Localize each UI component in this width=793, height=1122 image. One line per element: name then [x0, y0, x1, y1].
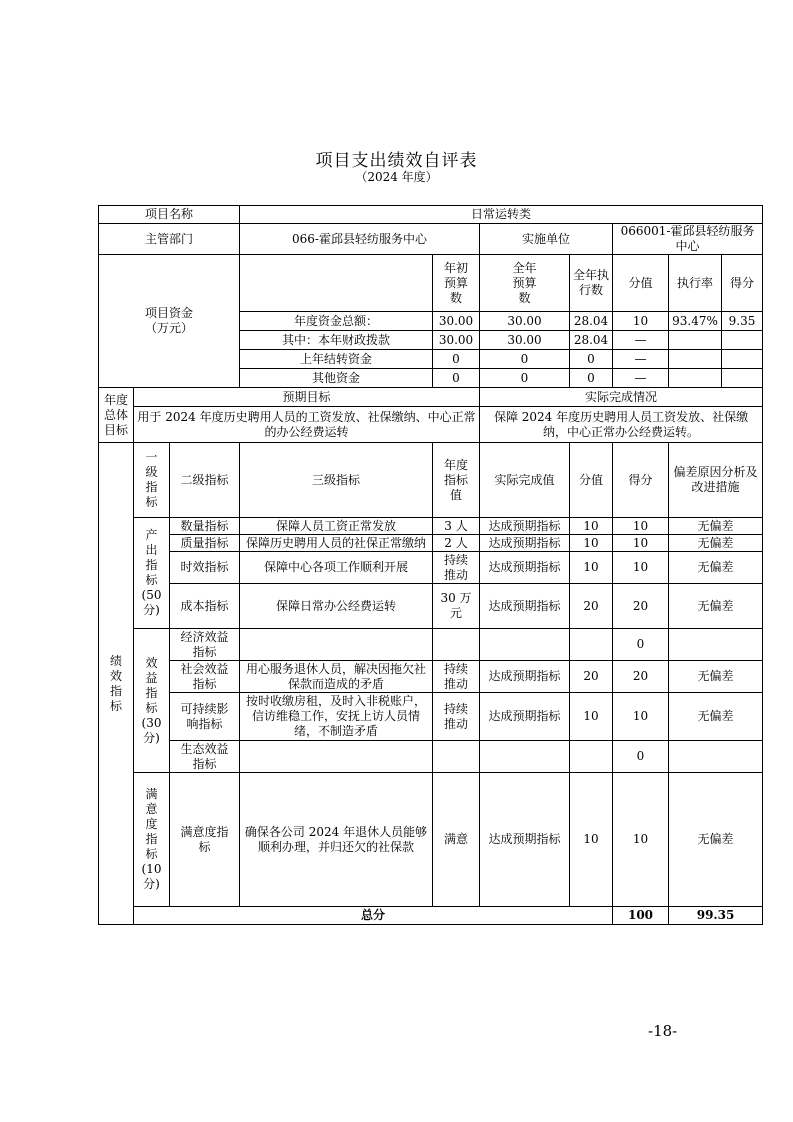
level2-cell: 质量指标: [170, 535, 240, 552]
actual-cell: 达成预期指标: [480, 535, 570, 552]
funds-row-annual: 30.00: [480, 331, 570, 350]
funds-row-score-value: —: [613, 350, 669, 369]
level2-cell: 可持续影 响指标: [170, 693, 240, 741]
actual-cell: 达成预期指标: [480, 584, 570, 629]
score-value-cell: 20: [570, 584, 613, 629]
funds-row-initial: 0: [433, 369, 480, 388]
funds-header-score: 得分: [730, 275, 755, 290]
funds-row-initial: 0: [433, 350, 480, 369]
funds-row-executed: 0: [570, 369, 613, 388]
level3-header: 三级指标: [240, 443, 433, 518]
level2-cell: 时效指标: [170, 552, 240, 584]
satisfaction-indicators-label: 满 意 度 指 标 (10 分): [134, 773, 170, 907]
funds-row-label: 其中：本年财政拨款: [240, 331, 433, 350]
project-name-label: 项目名称: [99, 206, 240, 224]
expected-goal-label: 预期目标: [134, 388, 480, 407]
target-cell: [433, 629, 480, 661]
funds-row-executed: 0: [570, 350, 613, 369]
score-cell: 10: [613, 535, 669, 552]
total-score-value: 100: [613, 907, 669, 925]
score-value-cell: [570, 629, 613, 661]
score-value-cell: [570, 741, 613, 773]
level3-cell: 保障中心各项工作顺利开展: [240, 552, 433, 584]
target-header: 年度 指标 值: [433, 443, 480, 518]
funds-row-score-value: 10: [613, 312, 669, 331]
funds-row-executed: 28.04: [570, 331, 613, 350]
benefit-indicators-label: 效 益 指 标 (30 分): [134, 629, 170, 773]
target-cell: 30 万 元: [433, 584, 480, 629]
indicator-row: [99, 661, 763, 693]
annual-goal-label: 年度总体目标: [99, 388, 134, 443]
actual-cell: [480, 629, 570, 661]
target-cell: 持续 推动: [433, 552, 480, 584]
score-cell: 0: [613, 741, 669, 773]
level3-cell: [240, 741, 433, 773]
actual-cell: 达成预期指标: [480, 552, 570, 584]
page-title: 项目支出绩效自评表: [315, 151, 478, 171]
funds-row-annual: 0: [480, 350, 570, 369]
funds-row-annual: 0: [480, 369, 570, 388]
funds-row-initial: 30.00: [433, 312, 480, 331]
level3-cell: 确保各公司 2024 年退休人员能够顺利办理，并归还欠的社保款: [240, 773, 433, 907]
score-value-header: 分值: [570, 443, 613, 518]
score-cell: 10: [613, 518, 669, 535]
level2-cell: 满意度指 标: [170, 773, 240, 907]
level3-cell: 保障日常办公经费运转: [240, 584, 433, 629]
deviation-cell: 无偏差: [669, 661, 763, 693]
actual-completion-label: 实际完成情况: [480, 388, 763, 407]
funds-header-executed: 全年执行数: [570, 255, 613, 312]
level3-cell: 按时收缴房租，及时入非税账户，信访维稳工作，安抚上访人员情绪，不制造矛盾: [240, 693, 433, 741]
score-cell: 10: [613, 693, 669, 741]
deviation-cell: 无偏差: [669, 693, 763, 741]
performance-indicators-label: 绩 效 指 标: [99, 443, 134, 925]
funds-row-rate-score: [669, 369, 763, 388]
funds-row-rate: 93.47%: [669, 312, 722, 330]
deviation-cell: 无偏差: [669, 584, 763, 629]
funds-row-annual: 30.00: [480, 312, 570, 331]
level2-cell: 数量指标: [170, 518, 240, 535]
target-cell: 2 人: [433, 535, 480, 552]
actual-cell: 达成预期指标: [480, 661, 570, 693]
target-cell: 满意: [433, 773, 480, 907]
score-value-cell: 10: [570, 518, 613, 535]
funds-row-score: 9.35: [728, 313, 756, 328]
funds-row-label: 其他资金: [240, 369, 433, 388]
funds-row-rate-score: [669, 331, 763, 350]
page-subtitle: （2024 年度）: [355, 170, 438, 184]
indicators-header-row: [99, 443, 763, 518]
level2-cell: 社会效益 指标: [170, 661, 240, 693]
actual-value-header: 实际完成值: [480, 443, 570, 518]
funds-header-rate-score: [669, 255, 763, 312]
funds-row-label: 上年结转资金: [240, 350, 433, 369]
level2-header: 二级指标: [170, 443, 240, 518]
deviation-cell: 无偏差: [669, 552, 763, 584]
level2-cell: 经济效益 指标: [170, 629, 240, 661]
department-value: 066-霍邱县轻纺服务中心: [240, 224, 480, 255]
deviation-cell: [669, 741, 763, 773]
actual-cell: 达成预期指标: [480, 518, 570, 535]
deviation-cell: 无偏差: [669, 773, 763, 907]
implementing-unit-label: 实施单位: [480, 224, 613, 255]
score-cell: 0: [613, 629, 669, 661]
total-score: 99.35: [669, 907, 763, 925]
indicator-row: [99, 584, 763, 629]
total-label: 总分: [134, 907, 613, 925]
funds-row-score-value: —: [613, 331, 669, 350]
funds-header-blank: [240, 255, 433, 312]
expected-goal-text: 用于 2024 年度历史聘用人员的工资发放、社保缴纳、中心正常的办公经费运转: [134, 407, 480, 443]
funds-header-row: [99, 255, 763, 312]
indicator-row: [99, 773, 763, 907]
score-value-cell: 20: [570, 661, 613, 693]
deviation-header: 偏差原因分析及改进措施: [669, 443, 763, 518]
funds-row-rate-score: [669, 350, 763, 369]
funds-row-initial: 30.00: [433, 331, 480, 350]
target-cell: [433, 741, 480, 773]
deviation-cell: 无偏差: [669, 518, 763, 535]
department-label: 主管部门: [99, 224, 240, 255]
funds-row-rate-score: [669, 312, 763, 331]
deviation-cell: [669, 629, 763, 661]
score-cell: 20: [613, 661, 669, 693]
project-name-value: 日常运转类: [240, 206, 763, 224]
funds-row-score-value: —: [613, 369, 669, 388]
level1-header: 一 级 指 标: [134, 443, 170, 518]
funds-header-initial: 年初 预算 数: [433, 255, 480, 312]
output-indicators-label: 产 出 指 标 (50 分): [134, 518, 170, 629]
level3-cell: 保障人员工资正常发放: [240, 518, 433, 535]
funds-header-annual: 全年 预算 数: [480, 255, 570, 312]
implementing-unit-value: 066001-霍邱县轻纺服务中心: [613, 224, 763, 255]
score-header: 得分: [613, 443, 669, 518]
score-cell: 10: [613, 552, 669, 584]
project-name-row: [99, 206, 763, 224]
funds-label: 项目资金 （万元）: [99, 255, 240, 388]
funds-row-label: 年度资金总额：: [240, 312, 433, 331]
department-row: [99, 224, 763, 255]
level2-cell: 生态效益 指标: [170, 741, 240, 773]
indicator-row: [99, 552, 763, 584]
funds-header-score-value: 分值: [613, 255, 669, 312]
level2-cell: 成本指标: [170, 584, 240, 629]
score-value-cell: 10: [570, 535, 613, 552]
score-value-cell: 10: [570, 693, 613, 741]
score-cell: 20: [613, 584, 669, 629]
goals-content-row: [99, 407, 763, 443]
score-value-cell: 10: [570, 773, 613, 907]
deviation-cell: 无偏差: [669, 535, 763, 552]
funds-row-executed: 28.04: [570, 312, 613, 331]
funds-header-rate: 执行率: [669, 255, 722, 311]
indicator-row: [99, 535, 763, 552]
actual-cell: [480, 741, 570, 773]
target-cell: 持续 推动: [433, 661, 480, 693]
indicator-row: [99, 629, 763, 661]
indicator-row: [99, 518, 763, 535]
actual-completion-text: 保障 2024 年度历史聘用人员工资发放、社保缴纳，中心正常办公经费运转。: [480, 407, 763, 443]
goals-header-row: [99, 388, 763, 407]
level3-cell: 保障历史聘用人员的社保正常缴纳: [240, 535, 433, 552]
actual-cell: 达成预期指标: [480, 773, 570, 907]
indicator-row: [99, 741, 763, 773]
evaluation-table: [98, 205, 763, 925]
actual-cell: 达成预期指标: [480, 693, 570, 741]
total-row: [99, 907, 763, 925]
page-number: -18-: [648, 1022, 678, 1040]
target-cell: 3 人: [433, 518, 480, 535]
indicator-row: [99, 693, 763, 741]
level3-cell: [240, 629, 433, 661]
target-cell: 持续 推动: [433, 693, 480, 741]
score-value-cell: 10: [570, 552, 613, 584]
level3-cell: 用心服务退休人员，解决因拖欠社保款而造成的矛盾: [240, 661, 433, 693]
score-cell: 10: [613, 773, 669, 907]
